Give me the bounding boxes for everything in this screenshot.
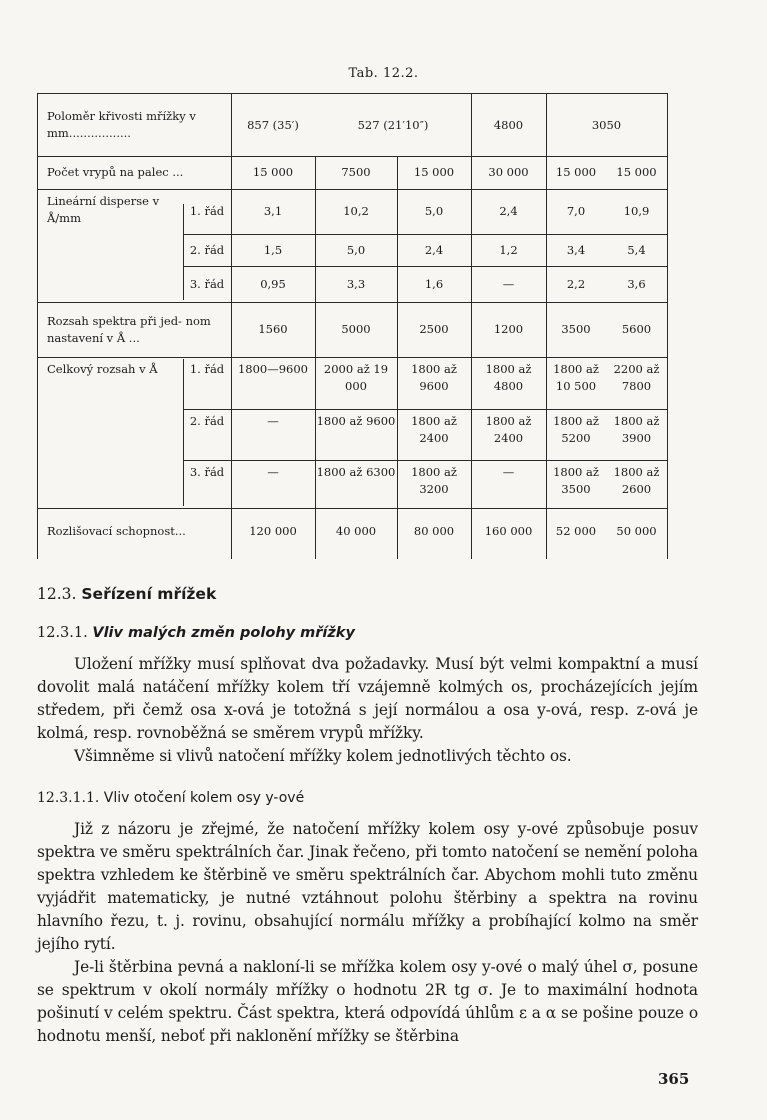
table-cell: 2,4 xyxy=(499,204,518,219)
table-cell: 160 000 xyxy=(484,523,533,538)
table-cell: 10,2 xyxy=(343,204,369,219)
paragraph: Je-li štěrbina pevná a nakloní-li se mřížka kolem osy y-ové o malý úhel σ, posune se spektrum v okolí normály mřížky o hodnotu 2R tg σ. Je to maximální hodnota pošinutí v celém spektru. Část spektra, která odpovídá úhlům ε a α se pošine pouze o hodnotu menší, neboť při naklonění mřížky se štěrbina xyxy=(37,958,698,1045)
subsection-title: Vliv malých změn polohy mřížky xyxy=(92,625,355,641)
table-cell: 5,0 xyxy=(424,204,444,219)
table-cell: 3500 xyxy=(561,322,591,337)
order-label: 3. řád xyxy=(189,276,225,291)
table-cell: 40 000 xyxy=(335,523,377,538)
table-cell: 3,4 xyxy=(566,242,586,257)
table-cell: 1800 až 10 500 xyxy=(553,362,599,393)
section-title: Seřízení mřížek xyxy=(81,585,217,603)
table-cell: 15 000 xyxy=(555,165,597,180)
subsubsection-title: Vliv otočení kolem osy y-ové xyxy=(103,790,305,806)
table-cell: 5600 xyxy=(621,322,652,337)
table-cell: 3,3 xyxy=(346,276,366,291)
row-label: Lineární disperse v Å/mm xyxy=(47,194,160,225)
table-cell: 80 000 xyxy=(413,523,455,538)
table-cell: 15 000 xyxy=(252,165,294,180)
table-cell: — xyxy=(502,276,515,291)
table-caption: Tab. 12.2. xyxy=(348,66,419,81)
table-cell: 4800 xyxy=(493,117,524,132)
table-cell: — xyxy=(267,414,279,428)
table-cell: 857 (35′) xyxy=(247,117,299,132)
table-cell: 120 000 xyxy=(249,523,297,538)
row-label: Celkový rozsah v Å xyxy=(47,362,158,376)
table-cell: 3,6 xyxy=(627,276,646,291)
table-cell: 1800 až 5200 xyxy=(553,414,599,445)
table-cell: 2,4 xyxy=(424,242,444,257)
order-label: 3. řád xyxy=(189,465,225,479)
page-number: 365 xyxy=(658,1070,690,1088)
table-cell: 1800 až 9600 xyxy=(316,414,396,428)
table-cell: 7500 xyxy=(341,165,371,180)
row-label: Rozlišovací schopnost... xyxy=(47,523,186,538)
table-cell: 1800 až 4800 xyxy=(485,362,532,393)
table-cell: 15 000 xyxy=(413,165,455,180)
table-cell: 1800 až 6300 xyxy=(316,465,396,479)
table-cell: 1,5 xyxy=(263,242,283,257)
row-label: Počet vrypů na palec ... xyxy=(47,165,184,180)
paragraph: Uložení mřížky musí splňovat dva požadavky. Musí být velmi kompaktní a musí dovolit malá natáčení mřížky kolem tří vzájemně kolmých os, procházejících jejím středem, při čemž osa x-ová je totožná s její normálou a osa y-ová, resp. z-ová je kolmá, resp. rovnoběžná se směrem vrypů mřížky. xyxy=(37,655,698,742)
subsection-number: 12.3.1. xyxy=(37,625,88,641)
table-cell: — xyxy=(267,465,279,479)
table-cell: 50 000 xyxy=(616,523,657,538)
order-label: 2. řád xyxy=(189,242,225,257)
table-cell: 7,0 xyxy=(566,204,586,219)
paragraph: Již z názoru je zřejmé, že natočení mřížky kolem osy y-ové způsobuje posuv spektra ve směru spektrálních čar. Jinak řečeno, při tomto natočení se nemění poloha spektra vzhledem ke štěrbině ve směru spektrálních čar. Abychom mohli tuto změnu vyjádřit matematicky, je nutné vztáhnout polohu štěrbiny a spektra na rovinu hlavního řezu, t. j. rovinu, obsahující normálu mřížky a probíhající kolmo na směr jejího rytí. xyxy=(37,820,698,953)
table-cell: 1800 až 9600 xyxy=(411,362,457,393)
table-cell: 1200 xyxy=(493,322,524,337)
table-cell: 0,95 xyxy=(260,276,286,291)
table-cell: 1560 xyxy=(258,322,288,337)
subsubsection-heading xyxy=(37,790,304,806)
table-cell: 1800 až 2400 xyxy=(485,414,532,445)
table-cell: 1800 až 3200 xyxy=(411,465,457,496)
table-cell: 2500 xyxy=(419,322,449,337)
table-cell: 10,9 xyxy=(623,204,650,219)
subsubsection-number: 12.3.1.1. xyxy=(37,790,100,806)
paragraph: Všimněme si vlivů natočení mřížky kolem jednotlivých těchto os. xyxy=(74,747,572,765)
section-number: 12.3. xyxy=(37,585,77,603)
table-cell: 30 000 xyxy=(488,165,529,180)
table-cell: 5,0 xyxy=(346,242,366,257)
table-cell: 1800—9600 xyxy=(237,362,309,376)
table-cell: 1800 až 2600 xyxy=(613,465,660,496)
table-cell: 1800 až 3900 xyxy=(613,414,660,445)
table-cell: 2200 až 7800 xyxy=(613,362,660,393)
table-cell: 5000 xyxy=(341,322,371,337)
table-cell: 3,1 xyxy=(263,204,283,219)
section-heading xyxy=(37,585,216,603)
row-label: Poloměr křivosti mřížky v mm................. xyxy=(47,109,196,140)
order-label: 1. řád xyxy=(189,204,225,219)
table-cell: 1,6 xyxy=(424,276,444,291)
table-cell: 3050 xyxy=(591,117,622,132)
subsection-heading xyxy=(37,625,355,641)
table-cell: 527 (21′10″) xyxy=(357,117,429,132)
table-cell: 2000 až 19 000 xyxy=(323,362,389,393)
table-cell: 15 000 xyxy=(616,165,657,180)
table-cell: 1,2 xyxy=(499,242,518,257)
data-table xyxy=(37,93,668,559)
table-cell: 52 000 xyxy=(555,523,597,538)
order-label: 1. řád xyxy=(189,362,225,376)
table-cell: — xyxy=(502,465,515,479)
row-label: Rozsah spektra při jed- nom nastavení v Å ... xyxy=(47,313,211,345)
table-cell: 2,2 xyxy=(566,276,586,291)
table-cell: 5,4 xyxy=(627,242,646,257)
order-label: 2. řád xyxy=(189,414,225,428)
table-cell: 1800 až 3500 xyxy=(553,465,599,496)
table-cell: 1800 až 2400 xyxy=(411,414,457,445)
